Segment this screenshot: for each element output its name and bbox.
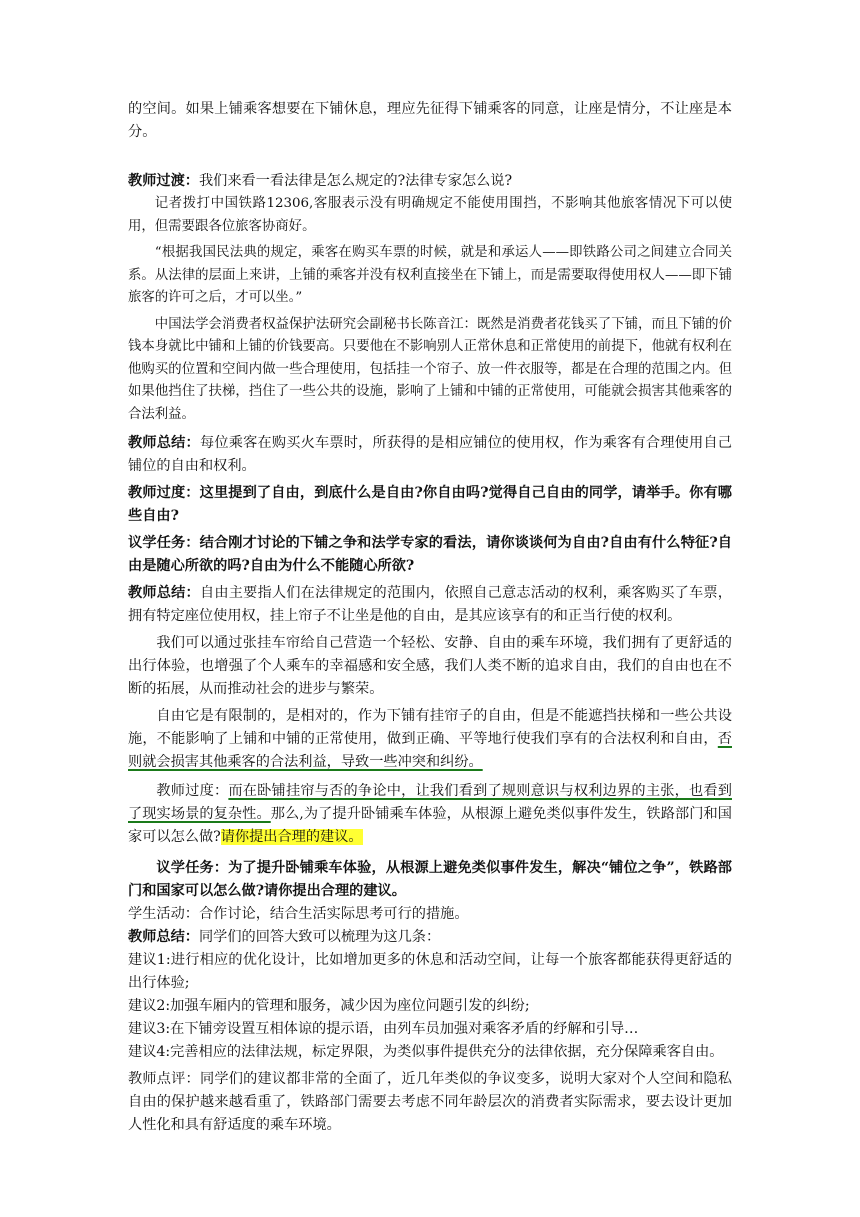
student-activity bbox=[128, 903, 732, 926]
teacher-summary-1 bbox=[128, 432, 732, 478]
transition-3-text-b: 那么,为了提升卧铺乘车体验，从根源上避免类似事件发生，铁路部门和国家可以怎么做? bbox=[128, 806, 732, 845]
freedom-paragraph-1: 我们可以通过张挂车帘给自己营造一个轻松、安静、自由的乘车环境，我们拥有了更舒适的出行体验，也增强了个人乘车的幸福感和安全感，我们人类不断的追求自由，我们的自由也在不断的拓展，从而推动社会的进步与繁荣。 bbox=[128, 635, 732, 697]
summary-2-label: 教师总结： bbox=[128, 585, 200, 601]
document-page bbox=[128, 98, 732, 1137]
transition-1-label: 教师过渡： bbox=[128, 173, 199, 189]
summary-1-text: 每位乘客在购买火车票时，所获得的是相应铺位的使用权，作为乘客有合理使用自己铺位的自由和权利。 bbox=[128, 435, 732, 474]
suggestion-item: 建议3:在下铺旁设置互相体谅的提示语，由列车员加强对乘客矛盾的纾解和引导… bbox=[128, 1021, 639, 1037]
activity-label: 学生活动： bbox=[128, 906, 199, 922]
freedom-paragraph-2-b: 否则就会损害其他乘客的合法利益，导致一些冲突和纠纷。 bbox=[128, 731, 732, 770]
comment-text: 同学们的建议都非常的全面了，近几年类似的争议变多，说明大家对个人空间和隐私自由的保护越来越看重了，铁路部门需要去考虑不同年龄层次的消费者实际需求，要去设计更加人性化和具有舒适度的乘车环境。 bbox=[128, 1071, 732, 1133]
transition-3-highlight: 请你提出合理的建议。 bbox=[220, 829, 363, 845]
suggestion-item: 建议4:完善相应的法律法规，标定界限，为类似事件提供充分的法律依据，充分保障乘客自由。 bbox=[128, 1044, 724, 1060]
teacher-comment bbox=[128, 1068, 732, 1137]
comment-label: 教师点评： bbox=[128, 1071, 200, 1087]
task-1-text: 结合刚才讨论的下铺之争和法学专家的看法，请你谈谈何为自由?自由有什么特征?自由是随心所欲的吗?自由为什么不能随心所欲? bbox=[128, 535, 732, 574]
freedom-paragraph-2-a: 自由它是有限制的，是相对的，作为下铺有挂帘子的自由，但是不能遮挡扶梯和一些公共设施，不能影响了上铺和中铺的正常使用，做到正确、平等地行使我们享有的合法权利和自由， bbox=[128, 708, 732, 747]
transition-1-text: 我们来看一看法律是怎么规定的?法律专家怎么说? bbox=[198, 173, 513, 189]
teacher-summary-3 bbox=[128, 926, 732, 949]
task-2-label: 议学任务： bbox=[156, 860, 229, 876]
transition-3-text-a: 而在卧铺挂帘与否的争论中，让我们看到了规则意识与权利边界的主张，也看到了现实场景的复杂性。 bbox=[128, 783, 732, 822]
teacher-transition-1 bbox=[128, 170, 732, 193]
summary-2-text: 自由主要指人们在法律规定的范围内，依照自己意志活动的权利，乘客购买了车票，拥有特定座位使用权，挂上帘子不让坐是他的自由，是其应该享有的和正当行使的权利。 bbox=[128, 585, 732, 624]
task-2-text: 为了提升卧铺乘车体验，从根源上避免类似事件发生，解决“铺位之争”，铁路部门和国家可以怎么做?请你提出合理的建议。 bbox=[128, 860, 732, 899]
discussion-task-1 bbox=[128, 532, 732, 578]
intro-paragraph: 的空间。如果上铺乘客想要在下铺休息，理应先征得下铺乘客的同意，让座是情分，不让座是本分。 bbox=[128, 101, 732, 140]
reporter-paragraph: 记者拨打中国铁路12306,客服表示没有明确规定不能使用围挡，不影响其他旅客情况下可以使用，但需要跟各位旅客协商好。 bbox=[128, 196, 732, 234]
task-1-label: 议学任务： bbox=[128, 535, 200, 551]
transition-2-text: 这里提到了自由，到底什么是自由?你自由吗?觉得自己自由的同学，请举手。你有哪些自由? bbox=[128, 485, 732, 524]
law-quote-paragraph: “根据我国民法典的规定，乘客在购买车票的时候，就是和承运人——即铁路公司之间建立合同关系。从法律的层面上来讲，上铺的乘客并没有权利直接坐在下铺上，而是需要取得使用权人——即下铺旅客的许可之后，才可以坐。” bbox=[128, 245, 732, 305]
suggestion-item: 建议1:进行相应的优化设计，比如增加更多的休息和活动空间，让每一个旅客都能获得更舒适的出行体验; bbox=[128, 952, 732, 991]
summary-3-label: 教师总结： bbox=[128, 929, 199, 945]
transition-2-label: 教师过度： bbox=[128, 485, 200, 501]
transition-3-label: 教师过度： bbox=[156, 783, 229, 799]
teacher-transition-2 bbox=[128, 482, 732, 528]
activity-text: 合作讨论，结合生活实际思考可行的措施。 bbox=[198, 906, 469, 922]
discussion-task-2 bbox=[128, 857, 732, 903]
teacher-transition-3 bbox=[128, 780, 732, 849]
freedom-paragraph-2 bbox=[128, 705, 732, 774]
expert-paragraph: 中国法学会消费者权益保护法研究会副秘书长陈音江：既然是消费者花钱买了下铺，而且下铺的价钱本身就比中铺和上铺的价钱要高。只要他在不影响别人正常休息和正常使用的前提下，他就有权利在他购买的位置和空间内做一些合理使用，包括挂一个帘子、放一件衣服等，都是在合理的范围之内。但如果他挡住了扶梯，挡住了一些公共的设施，影响了上铺和中铺的正常使用，可能就会损害其他乘客的合法利益。 bbox=[128, 316, 732, 422]
suggestion-item: 建议2:加强车厢内的管理和服务，减少因为座位问题引发的纠纷; bbox=[128, 998, 530, 1014]
teacher-summary-2 bbox=[128, 582, 732, 628]
summary-1-label: 教师总结： bbox=[128, 435, 200, 451]
summary-3-text: 同学们的回答大致可以梳理为这几条： bbox=[198, 929, 441, 945]
